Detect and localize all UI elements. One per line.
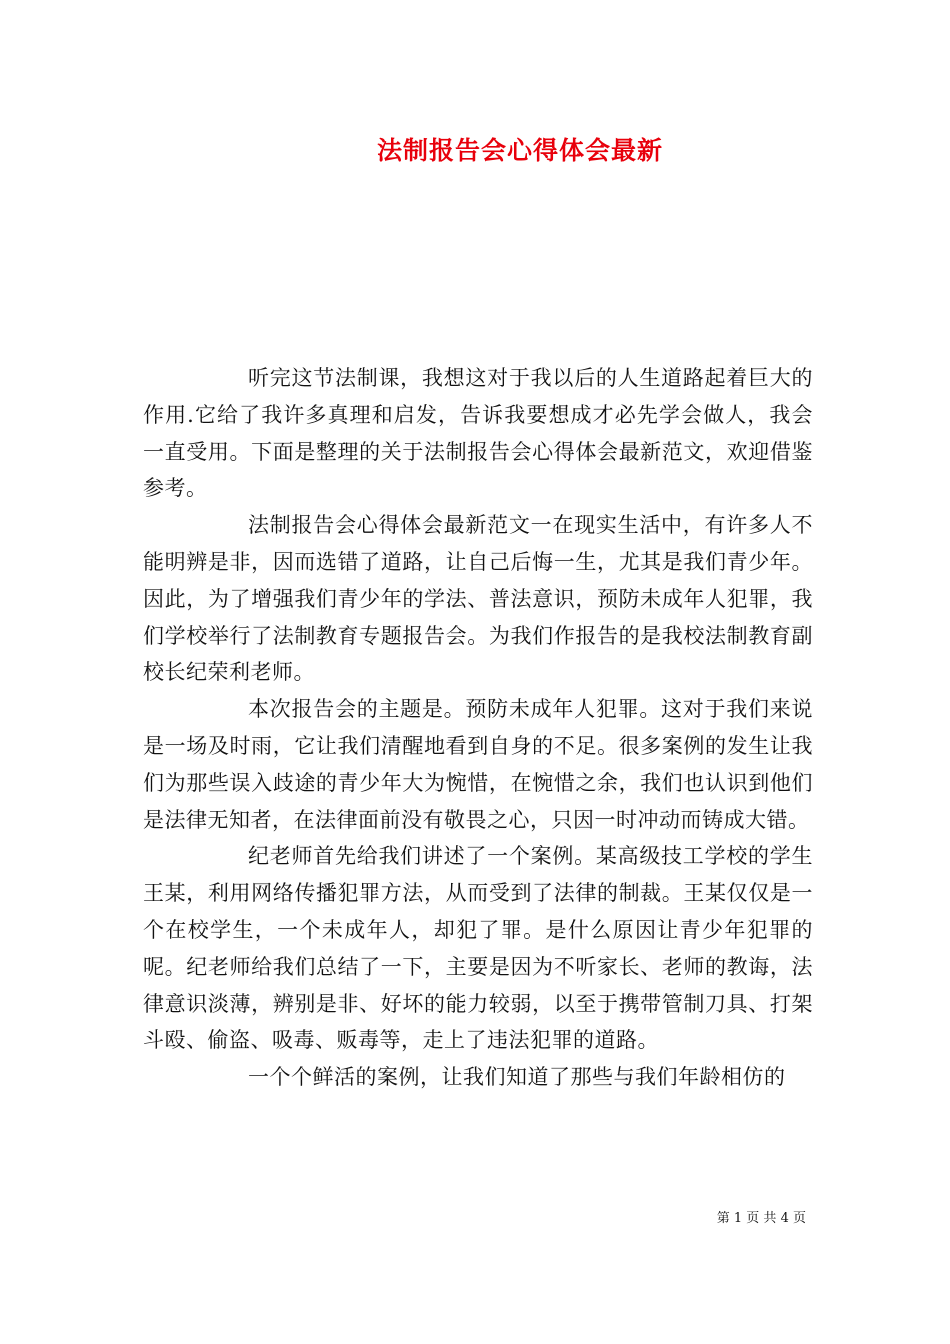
document-body	[143, 360, 813, 1096]
document-title: 法制报告会心得体会最新	[376, 136, 663, 165]
footer-prefix: 第	[716, 1211, 730, 1226]
paragraph: 法制报告会心得体会最新范文一在现实生活中，有许多人不能明辨是非，因而选错了道路，让自己后悔一生，尤其是我们青少年。因此，为了增强我们青少年的学法、普法意识，预防未成年人犯罪，我们学校举行了法制教育专题报告会。为我们作报告的是我校法制教育副校长纪荣利老师。	[143, 513, 813, 685]
page-footer	[717, 1207, 806, 1226]
footer-current-page: 1	[733, 1211, 743, 1226]
footer-total-pages: 4	[780, 1211, 789, 1226]
paragraph: 听完这节法制课，我想这对于我以后的人生道路起着巨大的作用.它给了我许多真理和启发，告诉我要想成才必先学会做人，我会一直受用。下面是整理的关于法制报告会心得体会最新范文，欢迎借鉴参考。	[143, 366, 813, 501]
paragraph: 纪老师首先给我们讲述了一个案例。某高级技工学校的学生王某，利用网络传播犯罪方法，从而受到了法律的制裁。王某仅仅是一个在校学生，一个未成年人，却犯了罪。是什么原因让青少年犯罪的呢。纪老师给我们总结了一下，主要是因为不听家长、老师的教诲，法律意识淡薄，辨别是非、好坏的能力较弱，以至于携带管制刀具、打架斗殴、偷盗、吸毒、贩毒等，走上了违法犯罪的道路。	[143, 844, 813, 1053]
paragraph: 一个个鲜活的案例，让我们知道了那些与我们年龄相仿的	[248, 1065, 786, 1090]
footer-suffix: 页	[792, 1211, 806, 1226]
paragraph: 本次报告会的主题是。预防未成年人犯罪。这对于我们来说是一场及时雨，它让我们清醒地看到自身的不足。很多案例的发生让我们为那些误入歧途的青少年大为惋惜，在惋惜之余，我们也认识到他们是法律无知者，在法律面前没有敬畏之心，只因一时冲动而铸成大错。	[143, 697, 813, 832]
footer-middle: 页 共	[746, 1211, 777, 1226]
